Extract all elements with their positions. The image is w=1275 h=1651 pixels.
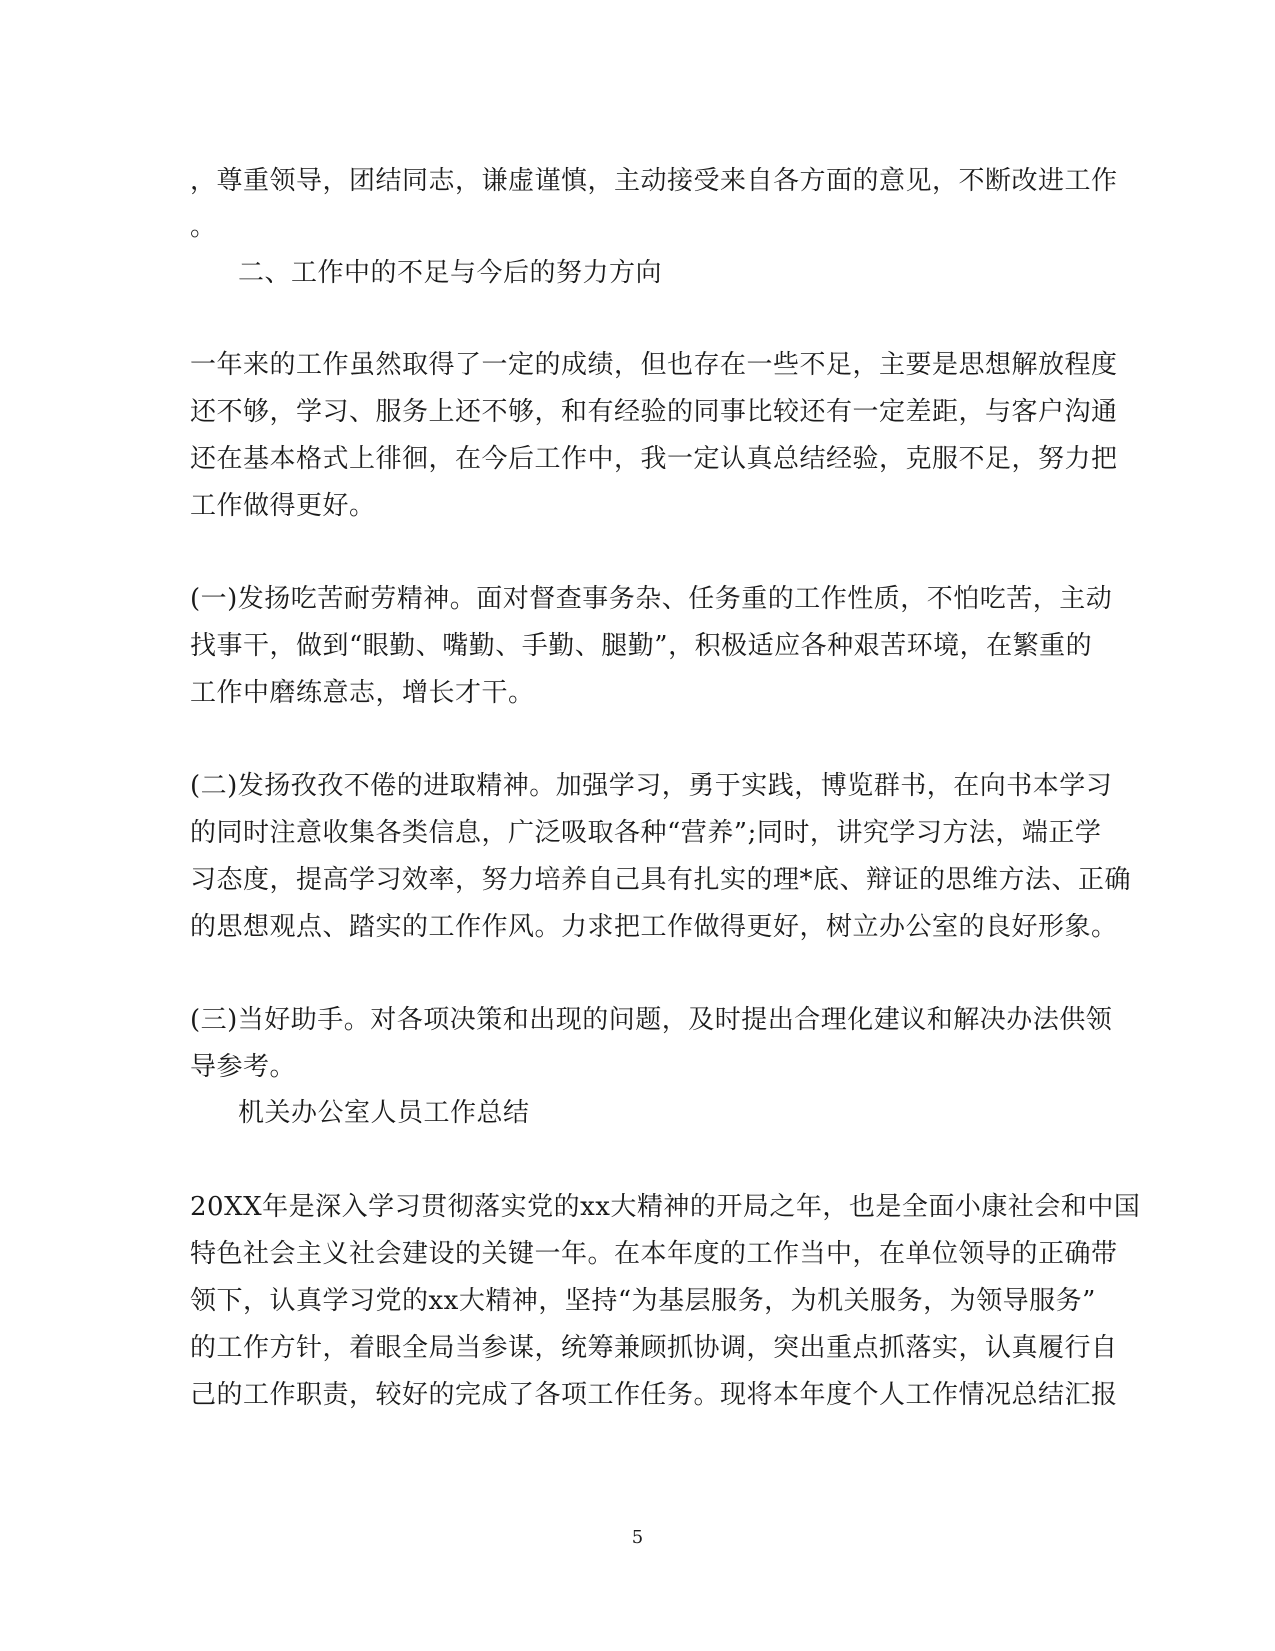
text-line: 的思想观点、踏实的工作作风。力求把工作做得更好，树立办公室的良好形象。 <box>190 912 1118 942</box>
section-heading: 机关办公室人员工作总结 <box>238 1098 530 1128</box>
text-line: 领下，认真学习党的xx大精神，坚持“为基层服务，为机关服务，为领导服务” <box>190 1286 1096 1316</box>
text-line: 导参考。 <box>190 1052 297 1082</box>
text-line: 。 <box>190 212 217 242</box>
text-line: 一年来的工作虽然取得了一定的成绩，但也存在一些不足，主要是思想解放程度 <box>190 350 1118 380</box>
text-line: (一)发扬吃苦耐劳精神。面对督查事务杂、任务重的工作性质，不怕吃苦，主动 <box>190 584 1113 614</box>
text-line: 习态度，提高学习效率，努力培养自己具有扎实的理*底、辩证的思维方法、正确 <box>190 865 1132 895</box>
text-line: 特色社会主义社会建设的关键一年。在本年度的工作当中，在单位领导的正确带 <box>190 1239 1118 1269</box>
text-line: (三)当好助手。对各项决策和出现的问题，及时提出合理化建议和解决办法供领 <box>190 1005 1113 1035</box>
text-line: 还在基本格式上徘徊，在今后工作中，我一定认真总结经验，克服不足，努力把 <box>190 444 1118 474</box>
text-line: 己的工作职责，较好的完成了各项工作任务。现将本年度个人工作情况总结汇报 <box>190 1380 1118 1410</box>
text-line: 20XX年是深入学习贯彻落实党的xx大精神的开局之年，也是全面小康社会和中国 <box>190 1192 1141 1222</box>
text-line: 的同时注意收集各类信息，广泛吸取各种“营养”;同时，讲究学习方法，端正学 <box>190 818 1102 848</box>
text-line: ，尊重领导，团结同志，谦虚谨慎，主动接受来自各方面的意见，不断改进工作 <box>190 166 1118 196</box>
text-line: 找事干，做到“眼勤、嘴勤、手勤、腿勤”，积极适应各种艰苦环境，在繁重的 <box>190 631 1093 661</box>
text-line: 的工作方针，着眼全局当参谋，统筹兼顾抓协调，突出重点抓落实，认真履行自 <box>190 1333 1118 1363</box>
text-line: 工作中磨练意志，增长才干。 <box>190 678 535 708</box>
text-line: (二)发扬孜孜不倦的进取精神。加强学习，勇于实践，博览群书，在向书本学习 <box>190 771 1113 801</box>
section-heading: 二、工作中的不足与今后的努力方向 <box>238 258 663 288</box>
page-number: 5 <box>631 1527 644 1548</box>
text-line: 工作做得更好。 <box>190 491 376 521</box>
text-line: 还不够，学习、服务上还不够，和有经验的同事比较还有一定差距，与客户沟通 <box>190 397 1118 427</box>
